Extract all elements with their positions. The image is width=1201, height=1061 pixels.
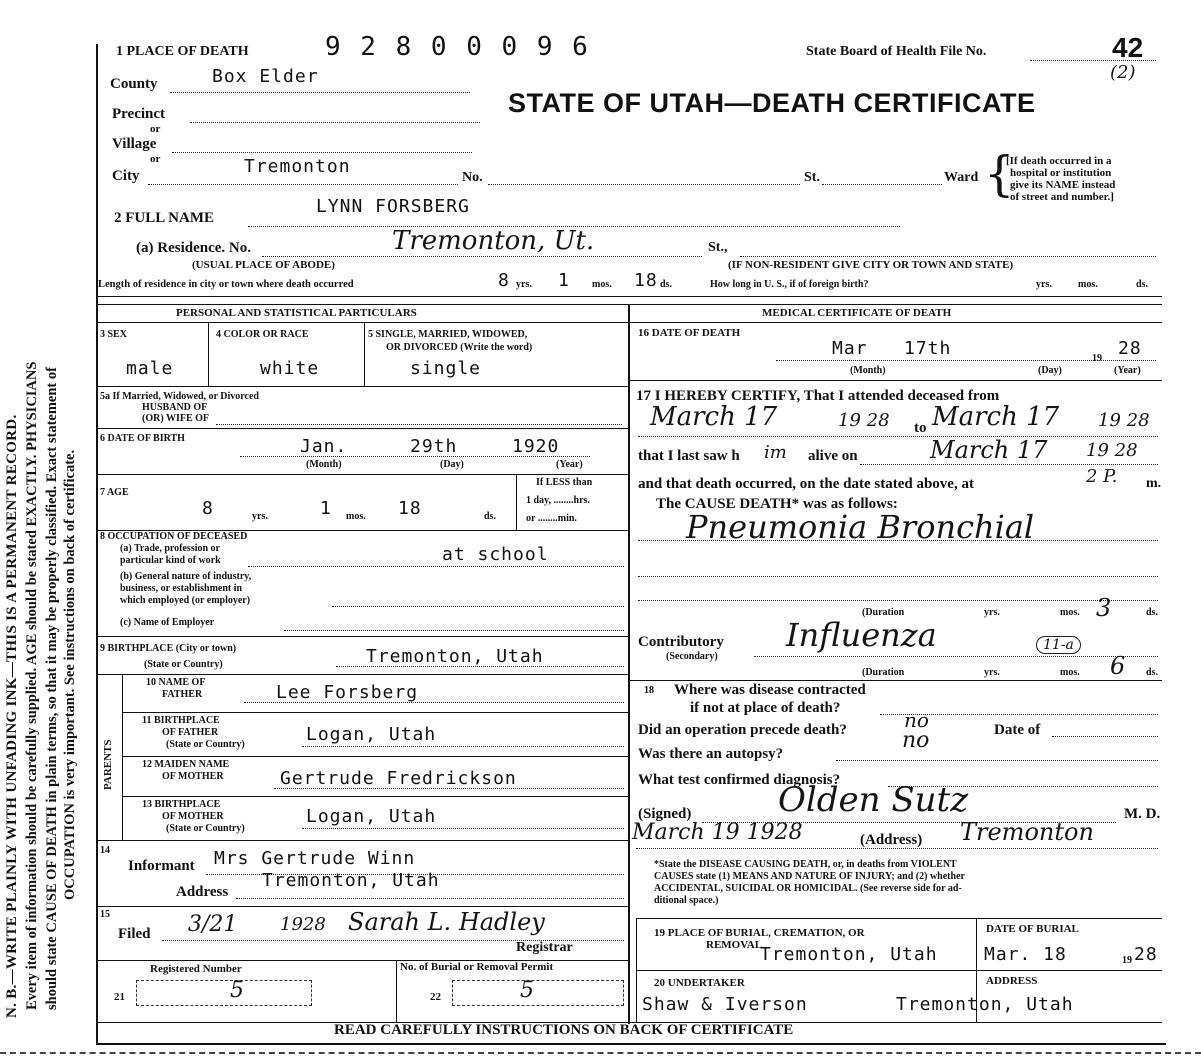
row-6-top (96, 428, 628, 429)
father-bp-label-2: OF FATHER (162, 727, 219, 738)
occ-a-2: particular kind of work (120, 555, 221, 566)
parents-divider (122, 674, 123, 840)
precinct-line (190, 122, 480, 123)
color-value: white (260, 358, 320, 379)
death-occurred-label: and that death occurred, on the date stated above, at (638, 476, 974, 492)
age-label: 7 AGE (100, 487, 129, 498)
less-than-1: If LESS than (536, 477, 593, 488)
age-mos: 1 (320, 498, 332, 519)
color-label: 4 COLOR OR RACE (216, 329, 309, 340)
contributory-label: Contributory (638, 634, 724, 650)
burial-year-prefix: 19 (1122, 955, 1132, 966)
sex-label: 3 SEX (100, 329, 127, 340)
dob-line (240, 456, 590, 457)
footnote-4: ditional space.) (654, 895, 719, 906)
dob-month: Jan. (300, 436, 348, 457)
side-note-4: OCCUPATION is very important. See instructions on back of certificate. (62, 449, 78, 900)
death-year-prefix: 19 (1092, 353, 1102, 364)
medical-heading: MEDICAL CERTIFICATE OF DEATH (762, 307, 952, 319)
marital-label-2: OR DIVORCED (Write the word) (386, 342, 533, 353)
city-label: City (112, 168, 140, 184)
contrib-dur-mos: mos. (1060, 667, 1080, 678)
file-no-label: State Board of Health File No. (806, 44, 987, 59)
institution-note-3: give its NAME instead (1010, 179, 1116, 191)
row-13-top (122, 796, 628, 797)
autopsy-line (836, 760, 1158, 761)
st-line (822, 184, 942, 185)
ward-label: Ward (944, 170, 979, 185)
precinct-label: Precinct (112, 106, 166, 122)
residence-st-line (740, 256, 1156, 257)
city-value: Tremonton (244, 156, 351, 177)
burial-permit-label: No. of Burial or Removal Permit (400, 961, 554, 973)
cause-value: Pneumonia Bronchial (686, 508, 1035, 546)
age-yrs: 8 (202, 498, 214, 519)
burial-place-label-1: 19 PLACE OF BURIAL, CREMATION, OR (654, 927, 865, 939)
mother-name-line (274, 788, 624, 789)
undertaker-address-label: ADDRESS (986, 975, 1038, 987)
row-12-top (122, 756, 628, 757)
certificate-number: 9 2 8 0 0 0 9 6 (325, 32, 590, 62)
mother-bp-value: Logan, Utah (306, 806, 437, 827)
dob-month-label: (Month) (306, 459, 342, 470)
informant-label: Informant (128, 858, 195, 874)
row-7-top (96, 474, 628, 475)
cause-duration-ds: 3 (1096, 594, 1112, 622)
reg-no-prefix: 21 (114, 991, 125, 1003)
age-mos-label: mos. (346, 511, 366, 522)
filed-year: 1928 (280, 914, 326, 935)
cause-line-1 (638, 540, 1158, 541)
row-14-top (96, 840, 628, 841)
row-10-top (96, 674, 628, 675)
father-bp-value: Logan, Utah (306, 724, 437, 745)
center-divider (628, 304, 630, 1024)
date-of-label: Date of (994, 722, 1041, 738)
contributory-line (754, 656, 1158, 657)
signed-address-label: (Address) (860, 832, 923, 848)
operation-line (1052, 736, 1158, 737)
last-saw-him: im (764, 442, 787, 463)
footer-instructions: READ CAREFULLY INSTRUCTIONS ON BACK OF CERTIFICATE (334, 1022, 794, 1038)
county-value: Box Elder (212, 66, 319, 87)
occ-b-1: (b) General nature of industry, (120, 571, 252, 582)
death-month: Mar (832, 338, 868, 359)
death-year: 28 (1118, 338, 1142, 359)
nonresident-label: (IF NON-RESIDENT GIVE CITY OR TOWN AND STATE) (728, 259, 1014, 271)
brace-icon: { (984, 146, 1015, 202)
no-line (488, 184, 800, 185)
father-name-line (244, 702, 624, 703)
residence-value: Tremonton, Ut. (392, 226, 595, 256)
less-than-3: or ........min. (526, 513, 577, 524)
undertaker-top (636, 970, 1162, 971)
city-line (148, 184, 458, 185)
marital-label-1: 5 SINGLE, MARRIED, WIDOWED, (368, 329, 528, 340)
informant-address-value: Tremonton, Utah (262, 870, 440, 891)
divider-length (96, 296, 1162, 297)
institution-note-1: [If death occurred in a (1006, 155, 1112, 167)
reg-divider (396, 960, 397, 1022)
cause-dur-ds: ds. (1146, 607, 1158, 618)
burial-place-label-2: REMOVAL (706, 939, 763, 951)
cause-dur-mos: mos. (1060, 607, 1080, 618)
dob-day: 29th (410, 436, 458, 457)
operation-label: Did an operation precede death? (638, 722, 847, 738)
length-yrs-label: yrs. (516, 279, 532, 290)
age-ds-label: ds. (484, 511, 496, 522)
length-ds-label: ds. (660, 279, 672, 290)
footnote-1: *State the DISEASE CAUSING DEATH, or, in deaths from VIOLENT (654, 859, 957, 870)
birthplace-line (336, 666, 624, 667)
occ-c-line (284, 630, 624, 631)
institution-note-4: of street and number.] (1010, 191, 1114, 203)
attended-line (638, 436, 1158, 437)
burial-permit-box (452, 980, 624, 1006)
mother-name-label-1: 12 MAIDEN NAME (142, 759, 230, 770)
less-than-2: 1 day, ........hrs. (526, 495, 590, 506)
contrib-dur-yrs: yrs. (984, 667, 1000, 678)
mother-bp-label-1: 13 BIRTHPLACE (142, 799, 221, 810)
full-name-label: 2 FULL NAME (114, 210, 215, 226)
how-long-label: How long in U. S., if of foreign birth? (710, 279, 869, 290)
autopsy-value: no (902, 728, 930, 753)
informant-address-line (236, 898, 624, 899)
contrib-duration-label: (Duration (862, 667, 905, 678)
frame-bottom (96, 1043, 1166, 1045)
occupation-label: 8 OCCUPATION OF DECEASED (100, 531, 248, 542)
attended-to-year: 19 28 (1098, 410, 1150, 431)
marital-value: single (410, 358, 482, 379)
occ-a-1: (a) Trade, profession or (120, 543, 220, 554)
filed-no: 15 (100, 909, 110, 920)
or-label-1: or (150, 123, 161, 135)
birthplace-value: Tremonton, Utah (366, 646, 544, 667)
informant-value: Mrs Gertrude Winn (214, 848, 416, 869)
age-ds: 18 (398, 498, 422, 519)
to-label: to (914, 420, 927, 436)
father-bp-line (302, 746, 624, 747)
side-note-2: Every item of information should be carefully supplied. AGE should be stated EXACTLY. PHYSICIANS (24, 361, 40, 1010)
birthplace-label: 9 BIRTHPLACE (City or town) (100, 643, 237, 654)
filed-label: Filed (118, 926, 151, 942)
occ-b-2: business, or establishment in (120, 583, 243, 594)
row-11-top (122, 712, 628, 713)
file-no: 42 (1112, 32, 1144, 63)
mother-bp-label-2: OF MOTHER (162, 811, 224, 822)
attended-from-year: 19 28 (838, 410, 890, 431)
no-label: No. (462, 170, 483, 185)
father-bp-label-3: (State or Country) (166, 739, 245, 750)
dob-year: 1920 (512, 436, 560, 457)
how-long-mos: mos. (1078, 279, 1098, 290)
contributory-duration-ds: 6 (1110, 652, 1126, 680)
mother-name-label-2: OF MOTHER (162, 771, 224, 782)
cause-label: The CAUSE DEATH* was as follows: (656, 496, 898, 512)
alive-on: March 17 (930, 436, 1048, 464)
operation-value: no (904, 708, 929, 732)
row-17-top (628, 380, 1162, 381)
row-5a-top (96, 386, 628, 387)
spouse-line (216, 424, 622, 425)
footnote-3: ACCIDENTAL, SUICIDAL OR HOMICIDAL. (See reverse side for ad- (654, 883, 962, 894)
undertaker-label: 20 UNDERTAKER (654, 977, 745, 989)
age-yrs-label: yrs. (252, 511, 268, 522)
contrib-dur-ds: ds. (1146, 667, 1158, 678)
dob-label: 6 DATE OF BIRTH (100, 433, 185, 444)
q18-line-2: if not at place of death? (690, 700, 841, 716)
length-mos: 1 (558, 270, 570, 291)
village-label: Village (112, 136, 157, 152)
death-month-label: (Month) (850, 365, 886, 376)
physician-signature: Olden Sutz (778, 780, 969, 820)
signed-address: Tremonton (960, 818, 1094, 846)
residence-label: (a) Residence. No. (136, 240, 251, 256)
full-name-value: LYNN FORSBERG (316, 196, 470, 217)
occ-c: (c) Name of Employer (120, 617, 215, 628)
heading-underline (96, 322, 1162, 323)
birthplace-sub: (State or Country) (144, 659, 223, 670)
registered-number-value: 5 (230, 978, 244, 1003)
spouse-label-3: (OR) WIFE OF (142, 413, 210, 424)
county-line (170, 92, 470, 93)
burial-top (636, 918, 1162, 919)
length-label: Length of residence in city or town where death occurred (98, 279, 354, 290)
father-name-label-2: FATHER (162, 689, 203, 700)
certificate-title: STATE OF UTAH—DEATH CERTIFICATE (508, 88, 1036, 118)
occupation-value: at school (442, 544, 549, 565)
footnote-2: CAUSES state (1) MEANS AND NATURE OF INJURY; and (2) whether (654, 871, 965, 882)
burial-place-value: Tremonton, Utah (760, 944, 938, 965)
residence-line (262, 256, 702, 257)
personal-heading: PERSONAL AND STATISTICAL PARTICULARS (176, 307, 417, 319)
occ-b-3: which employed (or employer) (120, 595, 251, 606)
informant-no: 14 (100, 845, 110, 856)
undertaker-address-value: Tremonton, Utah (896, 994, 1074, 1015)
registered-number-label: Registered Number (150, 963, 242, 975)
or-label-2: or (150, 153, 161, 165)
secondary-label: (Secondary) (666, 651, 718, 662)
spouse-label-1: 5a If Married, Widowed, or Divorced (100, 391, 259, 402)
dob-day-label: (Day) (440, 459, 464, 470)
registrar-signature: Sarah L. Hadley (348, 908, 545, 936)
file-no-line (1030, 60, 1156, 61)
usual-place-label: (USUAL PLACE OF ABODE) (192, 259, 335, 271)
length-mos-label: mos. (592, 279, 612, 290)
burial-permit-value: 5 (520, 978, 534, 1003)
parents-label: PARENTS (102, 739, 114, 790)
dob-year-label: (Year) (556, 459, 583, 470)
row-15-top (96, 906, 628, 907)
cause-line-2 (638, 576, 1158, 577)
filed-date: 3/21 (188, 912, 238, 937)
how-long-ds: ds. (1136, 279, 1148, 290)
registered-number-box (136, 980, 312, 1006)
burial-year-value: 28 (1134, 944, 1158, 965)
how-long-yrs: yrs. (1036, 279, 1052, 290)
length-ds: 18 (634, 270, 658, 291)
death-date-line (776, 360, 1156, 361)
death-day-label: (Day) (1038, 365, 1062, 376)
sex-value: male (126, 358, 174, 379)
spouse-label-2: HUSBAND OF (142, 402, 208, 413)
death-time: 2 P. (1086, 466, 1118, 487)
length-yrs: 8 (498, 270, 510, 291)
attended-to: March 17 (932, 402, 1060, 432)
contributory-value: Influenza (786, 616, 937, 654)
residence-st-label: St., (708, 240, 728, 255)
mother-bp-label-3: (State or Country) (166, 823, 245, 834)
age-less-divider (516, 474, 517, 530)
institution-note-2: hospital or institution (1010, 167, 1112, 179)
side-note-3: should state CAUSE OF DEATH in plain terms, so that it may be properly classified. Exact statement of (44, 367, 60, 1010)
file-no-sub: (2) (1110, 62, 1136, 83)
side-note-1: N. B.—WRITE PLAINLY WITH UNFADING INK—THIS IS A PERMANENT RECORD. (4, 414, 20, 1018)
sex-color-divider (208, 322, 209, 386)
place-of-death-label: 1 PLACE OF DEATH (116, 44, 249, 59)
test-label: What test confirmed diagnosis? (638, 772, 841, 788)
m-label: m. (1146, 476, 1162, 491)
frame-left (96, 44, 98, 1044)
q18-no: 18 (644, 685, 654, 696)
mother-name-value: Gertrude Fredrickson (280, 768, 517, 789)
alive-on-label: alive on (808, 448, 858, 464)
certify-line: 17 I HEREBY CERTIFY, That I attended deceased from (636, 388, 1000, 404)
village-line (172, 152, 472, 153)
cause-duration-label: (Duration (862, 607, 905, 618)
alive-on-line (860, 464, 1158, 465)
contributory-code: 11-a (1036, 636, 1081, 654)
father-name-value: Lee Forsberg (276, 682, 419, 703)
father-name-label-1: 10 NAME OF (146, 677, 206, 688)
death-date-label: 16 DATE OF DEATH (638, 327, 741, 339)
occ-b-line (332, 606, 624, 607)
county-label: County (110, 76, 158, 92)
father-bp-label-1: 11 BIRTHPLACE (142, 715, 220, 726)
alive-on-year: 19 28 (1086, 440, 1138, 461)
attended-from: March 17 (650, 402, 778, 432)
signed-date: March 19 1928 (632, 820, 803, 845)
row-18-top (628, 680, 1162, 681)
permit-prefix: 22 (430, 991, 441, 1003)
occ-a-line (248, 566, 624, 567)
cause-dur-yrs: yrs. (984, 607, 1000, 618)
informant-address-label: Address (176, 884, 229, 900)
death-year-label: (Year) (1114, 365, 1141, 376)
md-label: M. D. (1124, 806, 1161, 822)
st-label: St. (804, 170, 820, 185)
signed-address-line (636, 848, 1158, 849)
mother-bp-line (302, 828, 624, 829)
cause-line-3 (638, 600, 1158, 601)
death-day: 17th (904, 338, 952, 359)
signed-label: (Signed) (638, 806, 692, 822)
burial-date-value: Mar. 18 (984, 944, 1067, 965)
color-marital-divider (364, 322, 365, 386)
q18-line-1: Where was disease contracted (674, 682, 866, 698)
burial-date-label: DATE OF BURIAL (986, 923, 1079, 935)
bottom-perforation (0, 1052, 1201, 1054)
last-saw-label: that I last saw h (638, 448, 740, 464)
autopsy-label: Was there an autopsy? (638, 746, 784, 762)
row-9-top (96, 636, 628, 637)
registrar-label: Registrar (516, 940, 573, 955)
undertaker-value: Shaw & Iverson (642, 994, 808, 1015)
